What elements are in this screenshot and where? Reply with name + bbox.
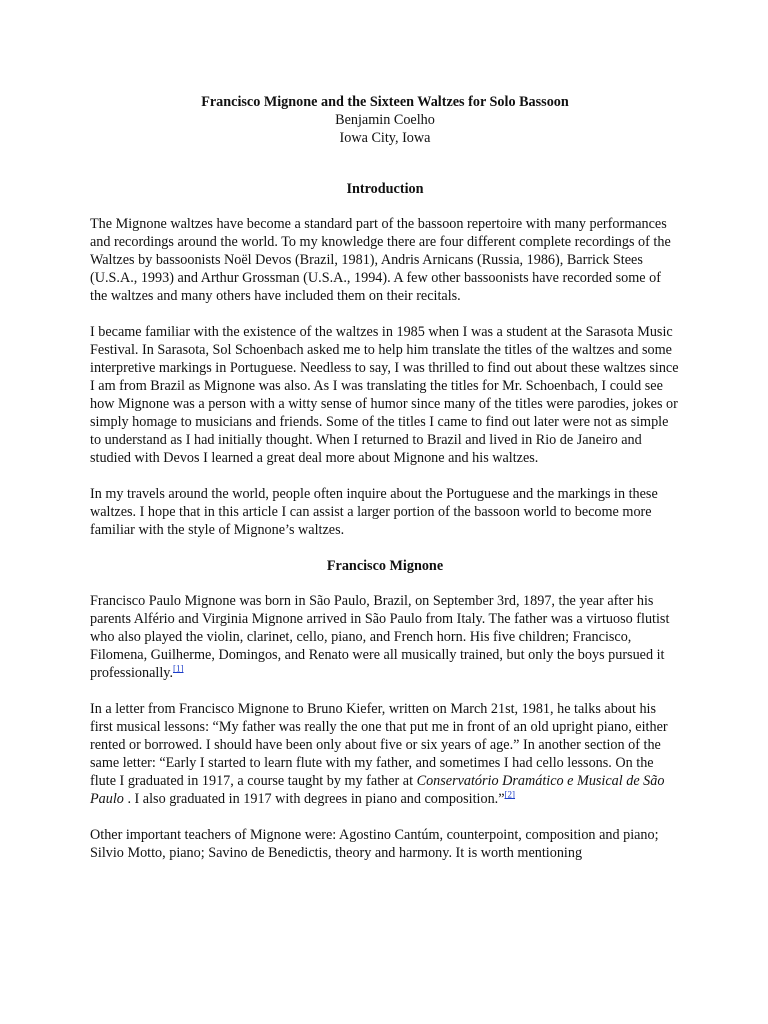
title-block bbox=[90, 93, 680, 147]
conservatory-name: Conservatório Dramático e Musical de São Paulo bbox=[90, 773, 665, 807]
article-title: Francisco Mignone and the Sixteen Waltzes for Solo Bassoon bbox=[201, 94, 569, 110]
bio-paragraph-2-text-a: In a letter from Francisco Mignone to Bruno Kiefer, written on March 21st, 1981, he talks about his first musical lessons: “My father was really the one that put me in front of an old upright piano, either rented or borrowed. I should have been only about five or six years of age.” In another section of the same letter: “Early I started to learn flute with my father, and sometimes I had cello lessons. On the flute I graduated in 1917, a course taught by my father at bbox=[90, 701, 668, 789]
footnote-link-2[interactable]: [2] bbox=[504, 789, 516, 800]
footnote-link-1[interactable]: [1] bbox=[173, 663, 184, 674]
intro-paragraph-2: I became familiar with the existence of the waltzes in 1985 when I was a student at the Sarasota Music Festival. In Sarasota, Sol Schoenbach asked me to help him translate the titles of the waltzes and some interpretive markings in Portuguese. Needless to say, I was thrilled to find out about these waltzes since I am from Brazil as Mignone was also. As I was translating the titles for Mr. Schoenbach, I could see how Mignone was a person with a witty sense of humor since many of the titles were parodies, jokes or simply homage to musicians and friends. Some of the titles I came to find out later were not as simple to understand as I had initially thought. When I returned to Brazil and lived in Rio de Janeiro and studied with Devos I learned a great deal more about Mignone and his waltzes. bbox=[90, 324, 679, 466]
article-location: Iowa City, Iowa bbox=[339, 130, 431, 146]
bio-paragraph-1 bbox=[90, 592, 680, 682]
bio-paragraph-2 bbox=[90, 700, 680, 808]
bio-paragraph-3: Other important teachers of Mignone were: Agostino Cantúm, counterpoint, composition and piano; Silvio Motto, piano; Savino de Benedictis, theory and harmony. It is worth mentioning bbox=[90, 827, 659, 861]
bio-paragraph-1-text: Francisco Paulo Mignone was born in São Paulo, Brazil, on September 3rd, 1897, the year after his parents Alfério and Virginia Mignone arrived in São Paulo from Italy. The father was a virtuoso flutist who also played the violin, clarinet, cello, piano, and French horn. His five children; Francisco, Filomena, Guilherme, Domingos, and Renato were all musically trained, but only the boys pursued it professionally. bbox=[90, 593, 670, 681]
article-author: Benjamin Coelho bbox=[335, 112, 435, 128]
bio-paragraph-2-text-b: . I also graduated in 1917 with degrees in piano and composition.” bbox=[123, 791, 505, 807]
biography-heading: Francisco Mignone bbox=[326, 558, 444, 574]
intro-paragraph-1: The Mignone waltzes have become a standard part of the bassoon repertoire with many performances and recordings around the world. To my knowledge there are four different complete recordings of the Waltzes by bassoonists Noël Devos (Brazil, 1981), Andris Arnicans (Russia, 1986), Barrick Stees (U.S.A., 1993) and Arthur Grossman (U.S.A., 1994). A few other bassoonists have recorded some of the waltzes and many others have included them on their recitals. bbox=[90, 216, 671, 304]
introduction-heading: Introduction bbox=[346, 181, 424, 197]
document-body bbox=[90, 93, 680, 880]
intro-paragraph-3: In my travels around the world, people often inquire about the Portuguese and the markings in these waltzes. I hope that in this article I can assist a larger portion of the bassoon world to become more familiar with the style of Mignone’s waltzes. bbox=[90, 486, 658, 538]
